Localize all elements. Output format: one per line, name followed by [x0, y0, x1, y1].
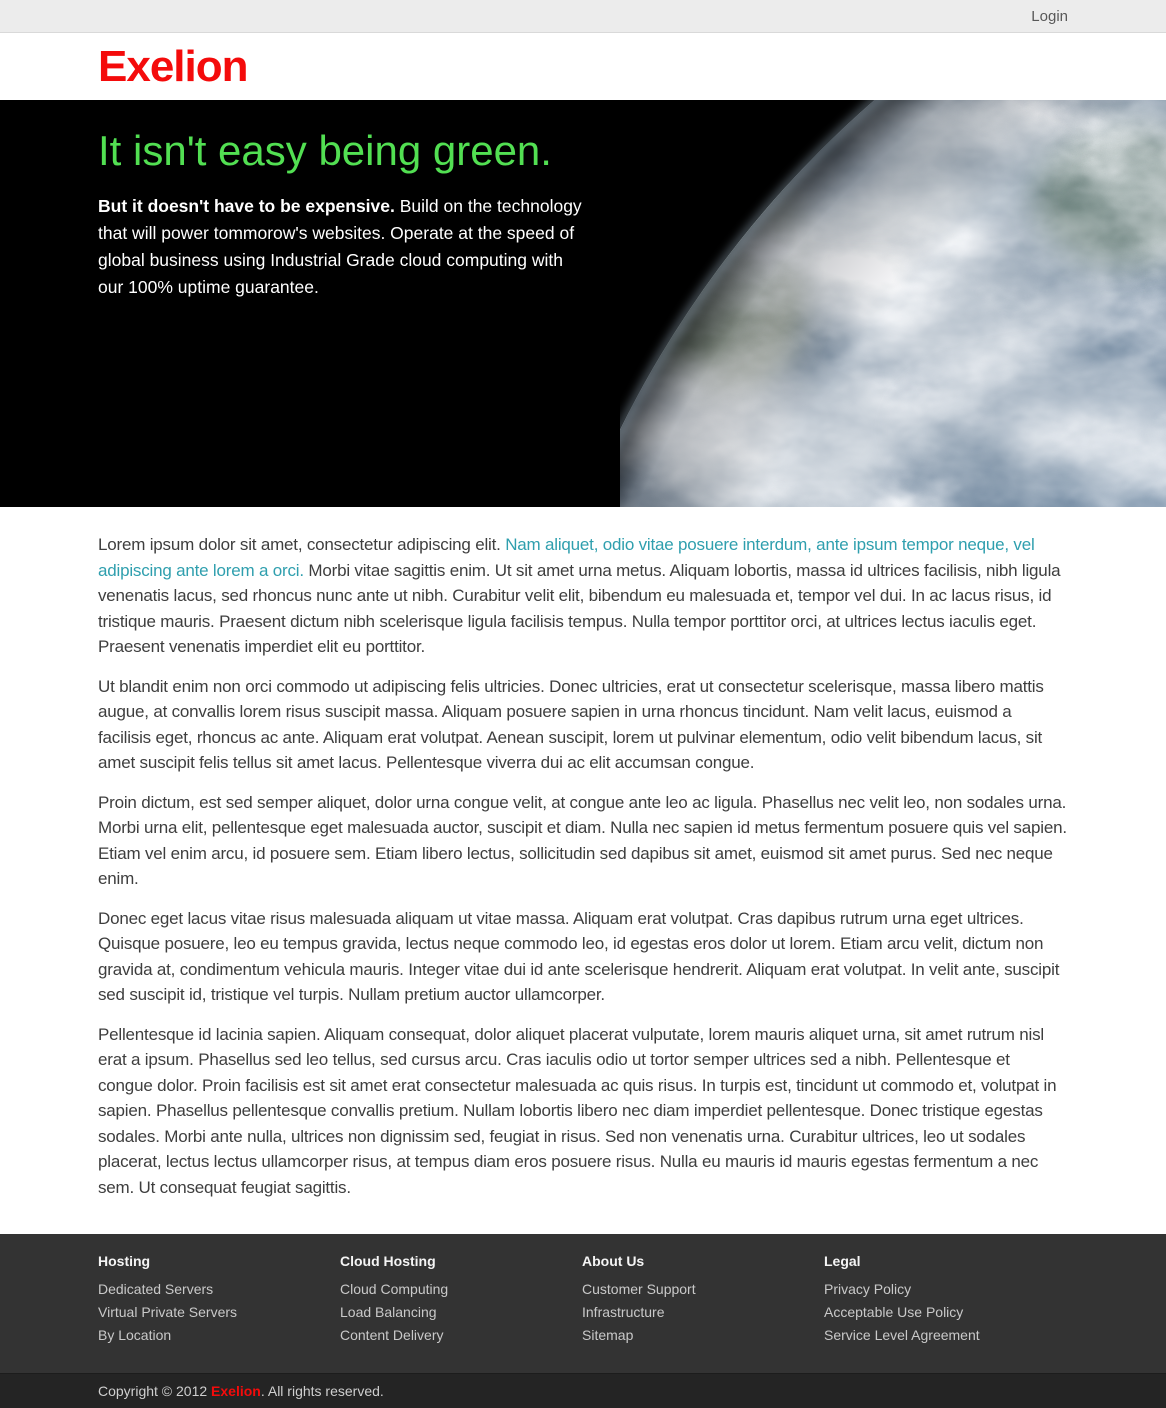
hero-lead-text: [98, 193, 590, 301]
hero-lead-rest: Build on the technology that will power tommorow's websites. Operate at the speed of global business using Industrial Grade cloud computing with our 100% uptime guarantee.: [98, 196, 582, 297]
site-header: [0, 33, 1166, 100]
footer-link[interactable]: Infrastructure: [582, 1304, 665, 1320]
copyright-brand: Exelion: [211, 1383, 261, 1399]
footer-column-cloud-hosting: [340, 1253, 582, 1347]
footer-column-hosting: [98, 1253, 340, 1347]
footer-heading: About Us: [582, 1253, 645, 1269]
hero-section: [0, 100, 1166, 507]
body-paragraph-3: Proin dictum, est sed semper aliquet, dolor urna congue velit, at congue ante leo ac ligula. Phasellus nec velit leo, non sodales urna. Morbi urna elit, pellentesque eget malesuada auctor, suscipit et diam. Nulla nec sapien id metus fermentum posuere quis vel sapien. Etiam vel enim arcu, id posuere sem. Etiam libero lectus, sollicitudin sed dapibus sit amet, euismod sit amet purus. Sed nec neque enim.: [98, 792, 1067, 888]
body-paragraph-5: Pellentesque id lacinia sapien. Aliquam consequat, dolor aliquet placerat vulputate, lorem mauris aliquet urna, sit amet rutrum nisl erat a ipsum. Phasellus sed leo tellus, sed cursus arcu. Cras iaculis odio ut tortor semper ultrices sed a nibh. Pellentesque et congue dolor. Proin facilisis est sit amet erat consectetur malesuada ac quis risus. In turpis est, tincidunt ut commodo et, volutpat in sapien. Phasellus pellentesque convallis pretium. Nullam lobortis libero nec diam imperdiet pellentesque. Donec tristique egestas sodales. Morbi ante nulla, ultrices non dignissim sed, feugiat in risus. Sed non venenatis urna. Curabitur ultrices, leo ut sodales placerat, lectus lectus ullamcorper risus, at tempus diam eros posuere risus. Nulla eu mauris id mauris egestas fermentum a nec sem. Ut consequat feugiat sagittis.: [98, 1024, 1057, 1197]
site-footer: [0, 1234, 1166, 1373]
main-content: [0, 507, 1166, 1234]
inline-text-link[interactable]: Nam aliquet, odio vitae posuere interdum, ante ipsum tempor neque, vel adipiscing ante lorem a orci.: [98, 535, 1035, 580]
footer-column-legal: [824, 1253, 1066, 1347]
footer-link[interactable]: Privacy Policy: [824, 1281, 912, 1297]
footer-link[interactable]: Service Level Agreement: [824, 1327, 980, 1343]
footer-link[interactable]: Customer Support: [582, 1281, 696, 1297]
copyright-bar: [0, 1373, 1166, 1408]
footer-link[interactable]: Cloud Computing: [340, 1281, 449, 1297]
footer-link[interactable]: Acceptable Use Policy: [824, 1304, 964, 1320]
footer-link[interactable]: Virtual Private Servers: [98, 1304, 238, 1320]
hero-lead-bold: But it doesn't have to be expensive.: [98, 196, 395, 216]
paragraph-text: Lorem ipsum dolor sit amet, consectetur adipiscing elit.: [98, 535, 506, 554]
footer-link[interactable]: Sitemap: [582, 1327, 634, 1343]
footer-heading: Cloud Hosting: [340, 1253, 436, 1269]
body-paragraph-1: [98, 532, 1068, 660]
copyright-text: Copyright © 2012: [98, 1383, 212, 1399]
footer-heading: Legal: [824, 1253, 861, 1269]
footer-link[interactable]: Load Balancing: [340, 1304, 437, 1320]
copyright-text: . All rights reserved.: [260, 1383, 384, 1399]
paragraph-text: Morbi vitae sagittis enim. Ut sit amet urna metus. Aliquam lobortis, massa id ultrices facilisis, nibh ligula venenatis lacus, sed rhoncus nunc ante ut nibh. Curabitur velit elit, bibendum eu malesuada et, tempor vel dui. In ac lacus risus, id tristique mauris. Praesent dictum nibh scelerisque ligula facilisis tempus. Nulla tempor porttitor orci, at ultrices lectus iaculis eget. Praesent venenatis imperdiet elit eu porttitor.: [98, 560, 1061, 656]
logo[interactable]: Exelion: [98, 41, 248, 91]
top-utility-bar: [0, 0, 1166, 33]
hero-heading: It isn't easy being green.: [98, 127, 552, 174]
body-paragraph-2: Ut blandit enim non orci commodo ut adipiscing felis ultricies. Donec ultricies, erat ut consectetur scelerisque, massa libero mattis augue, at convallis lorem risus suscipit massa. Aliquam posuere sapien in urna rhoncus tincidunt. Nam velit lacus, euismod a facilisis eget, rhoncus ac ante. Aliquam erat volutpat. Aenean suscipit, lorem ut pulvinar elementum, odio velit bibendum lacus, sit amet suscipit felis tellus sit amet lacus. Pellentesque viverra dui ac elit accumsan congue.: [98, 676, 1044, 772]
footer-link[interactable]: Dedicated Servers: [98, 1281, 214, 1297]
login-link[interactable]: Login: [1031, 7, 1068, 25]
footer-heading: Hosting: [98, 1253, 151, 1269]
footer-column-about-us: [582, 1253, 824, 1347]
footer-link[interactable]: Content Delivery: [340, 1327, 444, 1343]
footer-link[interactable]: By Location: [98, 1327, 172, 1343]
body-paragraph-4: Donec eget lacus vitae risus malesuada aliquam ut vitae massa. Aliquam erat volutpat. Cras dapibus rutrum urna eget ultrices. Quisque posuere, leo eu tempus gravida, lectus neque commodo leo, id egestas eros dolor ut lorem. Etiam arcu velit, dictum non gravida at, condimentum vehicula mauris. Integer vitae dui id ante scelerisque hendrerit. Aliquam erat volutpat. In velit ante, suscipit sed suscipit id, tristique vel turpis. Nullam pretium auctor ullamcorper.: [98, 908, 1060, 1004]
